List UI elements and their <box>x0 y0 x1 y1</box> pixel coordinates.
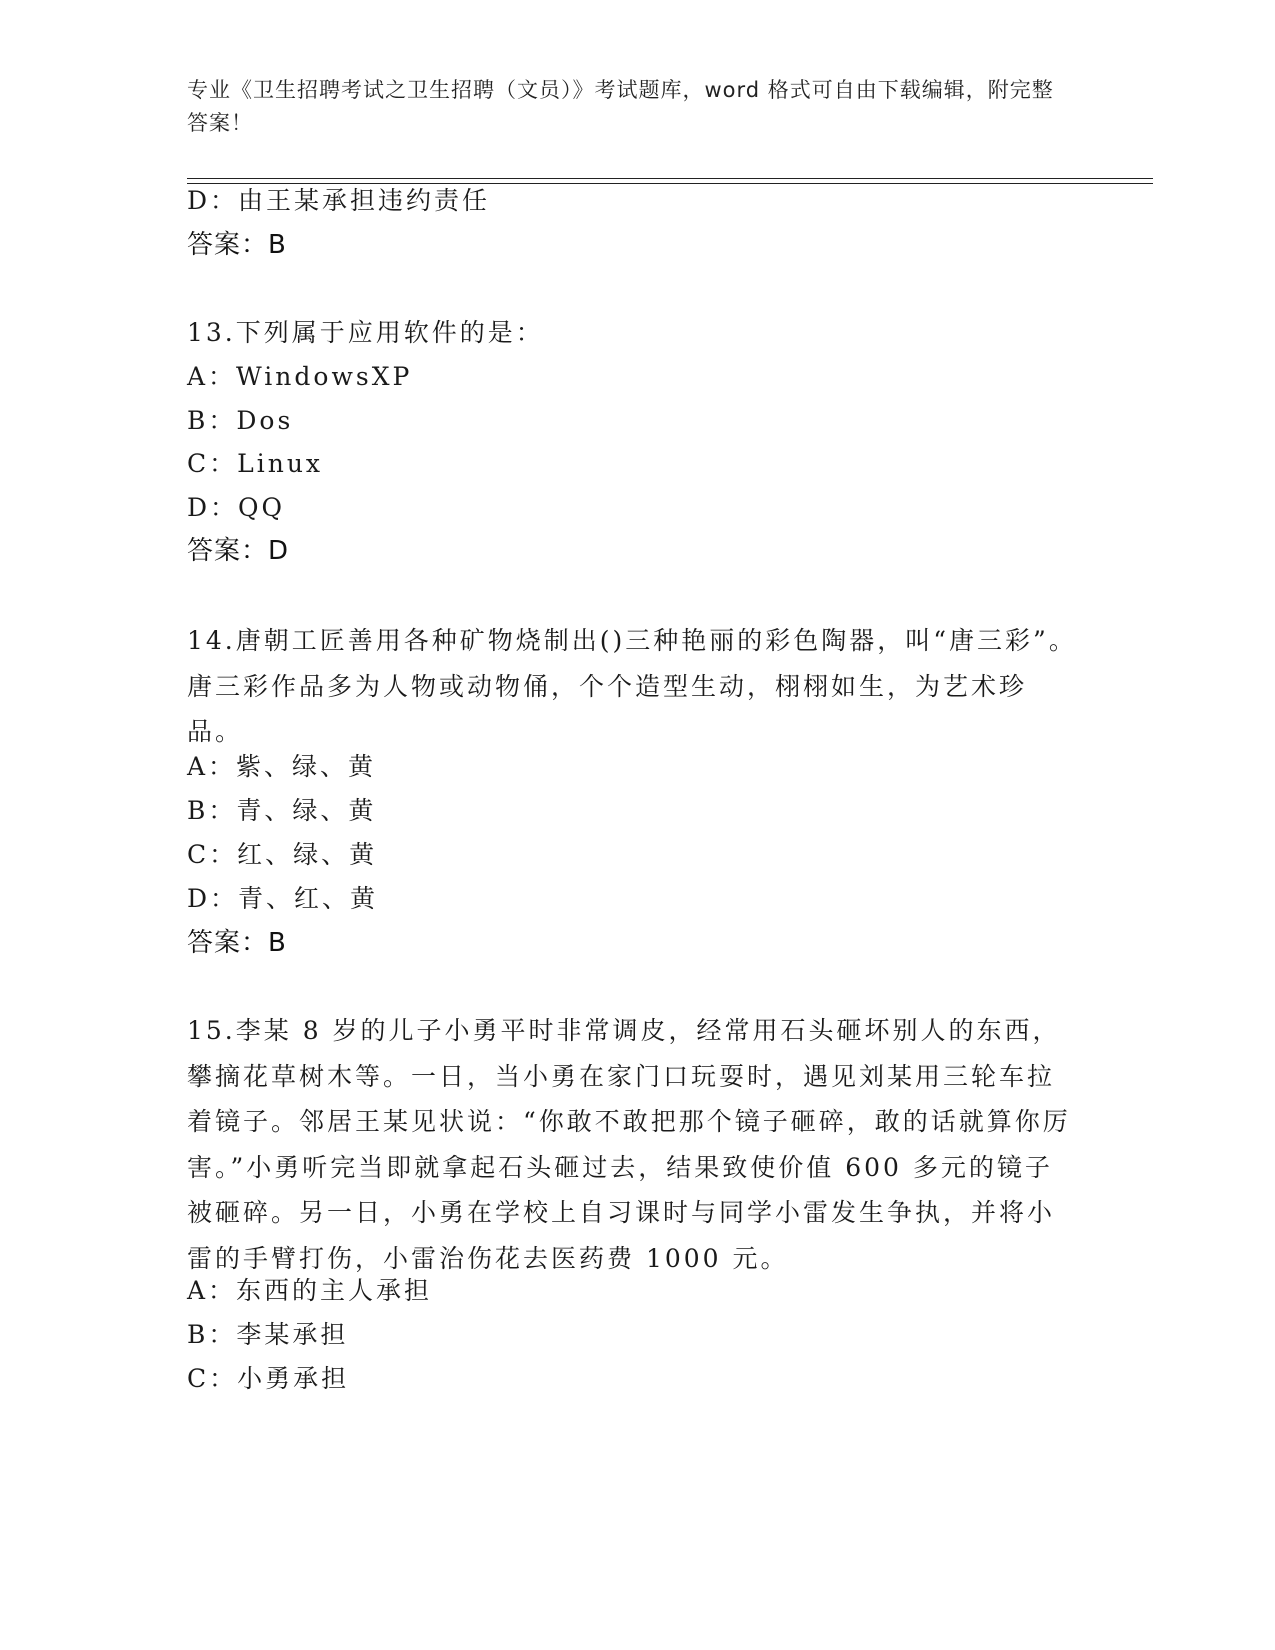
q14-question: 14.唐朝工匠善用各种矿物烧制出()三种艳丽的彩色陶器，叫“唐三彩”。唐三彩作品多为人物或动物俑，个个造型生动，栩栩如生，为艺术珍品。 <box>187 626 1077 746</box>
q13-option-b: B：Dos <box>187 406 294 435</box>
q14-option-c: C：红、绿、黄 <box>187 840 378 869</box>
q13-option-c: C：Linux <box>187 449 324 478</box>
q14-option-a: A：紫、绿、黄 <box>187 752 377 781</box>
q12-answer: 答案：B <box>187 230 287 260</box>
q14-answer: 答案：B <box>187 928 287 958</box>
q14-option-d: D：青、红、黄 <box>187 884 379 913</box>
q13-option-d: D：QQ <box>187 493 286 522</box>
q13-answer: 答案：D <box>187 536 290 566</box>
q15-option-b: B：李某承担 <box>187 1320 349 1349</box>
q13-question: 13.下列属于应用软件的是： <box>187 318 544 347</box>
q12-option-d: D：由王某承担违约责任 <box>187 186 491 215</box>
q13-option-a: A：WindowsXP <box>187 362 413 391</box>
q15-option-a: A：东西的主人承担 <box>187 1276 433 1305</box>
header-rule-top <box>187 178 1153 179</box>
q15-question: 15.李某 8 岁的儿子小勇平时非常调皮，经常用石头砸坏别人的东西，攀摘花草树木等。一日，当小勇在家门口玩耍时，遇见刘某用三轮车拉着镜子。邻居王某见状说：“你敢不敢把那个镜子砸碎，敢的话就算你厉害。”小勇听完当即就拿起石头砸过去，结果致使价值 600 多元的镜子被砸碎。另一日，小勇在学校上自习课时与同学小雷发生争执，并将小雷的手臂打伤，小雷治伤花去医药费 1000 元。 <box>187 1016 1071 1273</box>
page-header: 专业《卫生招聘考试之卫生招聘（文员）》考试题库，word 格式可自由下载编辑，附完整答案！ <box>187 78 1054 135</box>
header-rule-bottom <box>187 183 1153 184</box>
q14-option-b: B：青、绿、黄 <box>187 796 377 825</box>
q15-option-c: C：小勇承担 <box>187 1364 350 1393</box>
